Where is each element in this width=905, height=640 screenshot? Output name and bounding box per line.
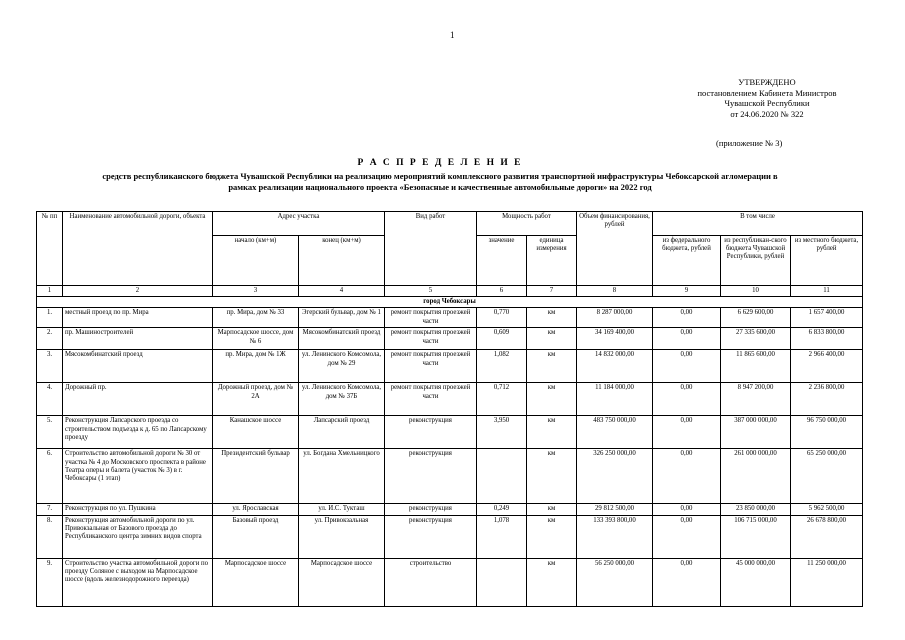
financing-volume: 326 250 000,00 xyxy=(577,449,653,504)
city-section-header: город Чебоксары xyxy=(37,297,863,308)
federal-amount: 0,00 xyxy=(653,308,721,328)
financing-volume: 56 250 000,00 xyxy=(577,558,653,606)
local-amount: 26 678 800,00 xyxy=(791,515,863,558)
financing-volume: 8 287 000,00 xyxy=(577,308,653,328)
address-start: Марпосадское шоссе, дом № 6 xyxy=(213,328,299,350)
row-number: 9. xyxy=(37,558,63,606)
column-number: 3 xyxy=(213,286,299,297)
address-start: пр. Мира, дом № 33 xyxy=(213,308,299,328)
header-federal: из федерального бюджета, рублей xyxy=(653,236,721,286)
header-address-end: конец (км+м) xyxy=(299,236,385,286)
financing-volume: 29 812 500,00 xyxy=(577,504,653,515)
financing-volume: 14 832 000,00 xyxy=(577,350,653,383)
table-row xyxy=(37,350,863,383)
approval-line: постановлением Кабинета Министров xyxy=(697,87,837,98)
republic-amount: 45 000 000,00 xyxy=(721,558,791,606)
header-address-start: начало (км+м) xyxy=(213,236,299,286)
header-republic: из республикан-ского бюджета Чувашской Республики, рублей xyxy=(721,236,791,286)
row-number: 8. xyxy=(37,515,63,558)
address-end: ул. И.С. Тукташ xyxy=(299,504,385,515)
column-number: 2 xyxy=(63,286,213,297)
header-work-type: Вид работ xyxy=(385,212,477,286)
capacity-unit: км xyxy=(527,558,577,606)
column-number: 8 xyxy=(577,286,653,297)
table-row xyxy=(37,308,863,328)
work-type: реконструкция xyxy=(385,416,477,449)
address-end: ул. Ленинского Комсомола, дом № 37Б xyxy=(299,383,385,416)
header-address: Адрес участка xyxy=(213,212,385,236)
header-capacity: Мощность работ xyxy=(477,212,577,236)
capacity-value xyxy=(477,449,527,504)
republic-amount: 27 335 600,00 xyxy=(721,328,791,350)
distribution-table xyxy=(36,211,863,607)
capacity-value: 0,249 xyxy=(477,504,527,515)
work-type: ремонт покрытия проезжей части xyxy=(385,383,477,416)
table-row xyxy=(37,504,863,515)
title-main: Р А С П Р Е Д Е Л Е Н И Е xyxy=(357,158,523,168)
header-including: В том числе xyxy=(653,212,863,236)
header-capacity-value: значение xyxy=(477,236,527,286)
road-name: Строительство автомобильной дороги № 30 от участка № 4 до Московского проспекта в районе Театра оперы и балета (участок № 3) в г. Чебоксары (1 этап) xyxy=(63,449,213,504)
capacity-unit: км xyxy=(527,308,577,328)
federal-amount: 0,00 xyxy=(653,383,721,416)
approval-stamp xyxy=(672,77,862,119)
local-amount: 11 250 000,00 xyxy=(791,558,863,606)
address-end: ул. Привокзальная xyxy=(299,515,385,558)
capacity-unit: км xyxy=(527,350,577,383)
row-number: 6. xyxy=(37,449,63,504)
address-end: ул. Богдана Хмельницкого xyxy=(299,449,385,504)
table-row xyxy=(37,328,863,350)
capacity-unit: км xyxy=(527,383,577,416)
road-name: пр. Машиностроителей xyxy=(63,328,213,350)
financing-volume: 133 393 800,00 xyxy=(577,515,653,558)
local-amount: 1 657 400,00 xyxy=(791,308,863,328)
federal-amount: 0,00 xyxy=(653,328,721,350)
table-row xyxy=(37,416,863,449)
work-type: ремонт покрытия проезжей части xyxy=(385,350,477,383)
financing-volume: 11 184 000,00 xyxy=(577,383,653,416)
header-road-name: Наименование автомобильной дороги, объекта xyxy=(63,212,213,286)
address-end: Лапсарский проезд xyxy=(299,416,385,449)
local-amount: 2 966 400,00 xyxy=(791,350,863,383)
republic-amount: 387 000 000,00 xyxy=(721,416,791,449)
title-subtitle-2: рамках реализации национального проекта «Безопасные и качественные автомобильные дороги» на 2022 год xyxy=(228,182,652,192)
federal-amount: 0,00 xyxy=(653,504,721,515)
row-number: 2. xyxy=(37,328,63,350)
local-amount: 96 750 000,00 xyxy=(791,416,863,449)
republic-amount: 261 000 000,00 xyxy=(721,449,791,504)
road-name: Мясокомбинатский проезд xyxy=(63,350,213,383)
road-name: Реконструкция Лапсарского проезда со строительством подъезда к д. 65 по Лапсарскому проезду xyxy=(63,416,213,449)
column-number: 6 xyxy=(477,286,527,297)
capacity-unit: км xyxy=(527,449,577,504)
road-name: местный проезд по пр. Мира xyxy=(63,308,213,328)
title-subtitle-1: средств республиканского бюджета Чувашской Республики на реализацию мероприятий комплексного развития транспортной инфраструктуры Чебоксарской агломерации в xyxy=(102,171,778,181)
address-start: Дорожный проезд, дом № 2А xyxy=(213,383,299,416)
column-number: 9 xyxy=(653,286,721,297)
row-number: 4. xyxy=(37,383,63,416)
work-type: реконструкция xyxy=(385,449,477,504)
appendix-note: (приложение № 3) xyxy=(716,138,783,148)
address-start: Базовый проезд xyxy=(213,515,299,558)
row-number: 7. xyxy=(37,504,63,515)
financing-volume: 483 750 000,00 xyxy=(577,416,653,449)
page-number: 1 xyxy=(450,30,455,40)
local-amount: 5 962 500,00 xyxy=(791,504,863,515)
row-number: 3. xyxy=(37,350,63,383)
approval-line: УТВЕРЖДЕНО xyxy=(738,77,796,87)
approval-line: Чувашской Республики xyxy=(724,98,810,108)
republic-amount: 11 865 600,00 xyxy=(721,350,791,383)
republic-amount: 23 850 000,00 xyxy=(721,504,791,515)
address-start: пр. Мира, дом № 1Ж xyxy=(213,350,299,383)
document-title xyxy=(40,158,840,193)
row-number: 1. xyxy=(37,308,63,328)
republic-amount: 8 947 200,00 xyxy=(721,383,791,416)
federal-amount: 0,00 xyxy=(653,416,721,449)
road-name: Реконструкция по ул. Пушкина xyxy=(63,504,213,515)
column-number: 11 xyxy=(791,286,863,297)
work-type: реконструкция xyxy=(385,515,477,558)
capacity-value: 3,950 xyxy=(477,416,527,449)
address-start: Марпосадское шоссе xyxy=(213,558,299,606)
table-row xyxy=(37,383,863,416)
capacity-value: 0,609 xyxy=(477,328,527,350)
local-amount: 2 236 800,00 xyxy=(791,383,863,416)
address-end: Марпосадское шоссе xyxy=(299,558,385,606)
approval-line: от 24.06.2020 № 322 xyxy=(730,108,804,119)
address-start: Канашское шоссе xyxy=(213,416,299,449)
column-number-row xyxy=(37,286,863,297)
address-end: ул. Ленинского Комсомола, дом № 29 xyxy=(299,350,385,383)
capacity-unit: км xyxy=(527,515,577,558)
work-type: ремонт покрытия проезжей части xyxy=(385,328,477,350)
row-number: 5. xyxy=(37,416,63,449)
column-number: 10 xyxy=(721,286,791,297)
header-capacity-unit: единица измерения xyxy=(527,236,577,286)
column-number: 7 xyxy=(527,286,577,297)
capacity-value: 1,082 xyxy=(477,350,527,383)
local-amount: 65 250 000,00 xyxy=(791,449,863,504)
federal-amount: 0,00 xyxy=(653,350,721,383)
republic-amount: 6 629 600,00 xyxy=(721,308,791,328)
road-name: Реконструкция автомобильной дороги по ул. Привокзальная от Базового проезда до Республиканского центра зимних видов спорта xyxy=(63,515,213,558)
table-row xyxy=(37,515,863,558)
capacity-value: 1,078 xyxy=(477,515,527,558)
column-number: 4 xyxy=(299,286,385,297)
header-num: № пп xyxy=(37,212,63,286)
capacity-value xyxy=(477,558,527,606)
work-type: реконструкция xyxy=(385,504,477,515)
federal-amount: 0,00 xyxy=(653,558,721,606)
road-name: Дорожный пр. xyxy=(63,383,213,416)
work-type: ремонт покрытия проезжей части xyxy=(385,308,477,328)
capacity-value: 0,770 xyxy=(477,308,527,328)
capacity-unit: км xyxy=(527,504,577,515)
column-number: 1 xyxy=(37,286,63,297)
local-amount: 6 833 800,00 xyxy=(791,328,863,350)
federal-amount: 0,00 xyxy=(653,449,721,504)
capacity-value: 0,712 xyxy=(477,383,527,416)
table-row xyxy=(37,558,863,606)
road-name: Строительство участка автомобильной дороги по проезду Соляное с выходом на Марпосадское шоссе (вдоль железнодорожного переезда) xyxy=(63,558,213,606)
capacity-unit: км xyxy=(527,328,577,350)
financing-volume: 34 169 400,00 xyxy=(577,328,653,350)
table-row xyxy=(37,449,863,504)
capacity-unit: км xyxy=(527,416,577,449)
header-volume: Объем финансирования, рублей xyxy=(577,212,653,286)
address-end: Эгерский бульвар, дом № 1 xyxy=(299,308,385,328)
address-end: Мясокомбинатский проезд xyxy=(299,328,385,350)
work-type: строительство xyxy=(385,558,477,606)
address-start: Президентский бульвар xyxy=(213,449,299,504)
header-local: из местного бюджета, рублей xyxy=(791,236,863,286)
federal-amount: 0,00 xyxy=(653,515,721,558)
address-start: ул. Ярославская xyxy=(213,504,299,515)
republic-amount: 106 715 000,00 xyxy=(721,515,791,558)
column-number: 5 xyxy=(385,286,477,297)
